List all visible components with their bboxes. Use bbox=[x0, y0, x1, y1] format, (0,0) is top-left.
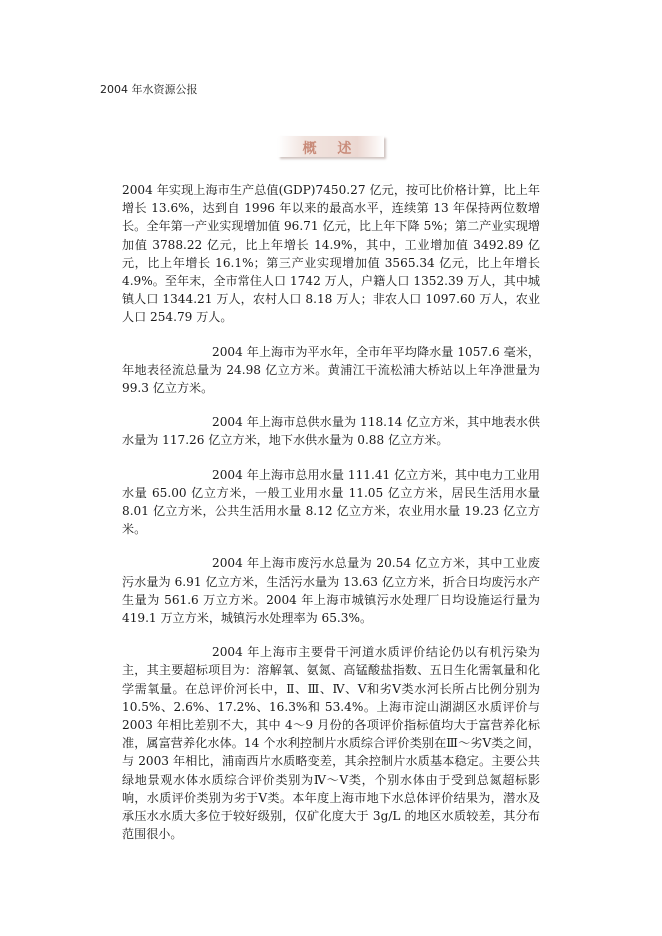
section-title-banner bbox=[278, 136, 384, 157]
paragraph-precipitation: 2004 年上海市为平水年，全市年平均降水量 1057.6 毫米，年地表径流总量为 24.98 亿立方米。黄浦江干流松浦大桥站以上年净泄量为 99.3 亿立方米。 bbox=[122, 344, 540, 396]
paragraph-water-quality: 2004 年上海市主要骨干河道水质评价结论仍以有机污染为主，其主要超标项目为：溶解氧、氨氮、高锰酸盐指数、五日生化需氧量和化学需氧量。在总评价河长中，Ⅱ、Ⅲ、Ⅳ、Ⅴ和劣Ⅴ类水河长所占比例分别为 10.5%、2.6%、17.2%、16.3%和 53.4%。上海市淀山湖湖区水质评价与 2003 年相比差别不大，其中 4～9 月份的各项评价指标值均大于富营养化标准，属富营养化水体。14 个水利控制片水质综合评价类别在Ⅲ～劣Ⅴ类之间，与 2003 年相比，浦南西片水质略变差，其余控制片水质基本稳定。主要公共绿地景观水体水质综合评价类别为Ⅳ～Ⅴ类，个别水体由于受到总氮超标影响，水质评价类别为劣于Ⅴ类。本年度上海市地下水总体评价结果为，潜水及承压水水质大多位于较好级别，仅矿化度大于 3g/L 的地区水质较差，其分布范围很小。 bbox=[122, 645, 540, 842]
document-header: 2004 年水资源公报 bbox=[100, 83, 198, 96]
paragraph-wastewater: 2004 年上海市废污水总量为 20.54 亿立方米，其中工业废污水量为 6.91 亿立方米，生活污水量为 13.63 亿立方米，折合日均废污水产生量为 561.6 万立方米。2004 年上海市城镇污水处理厂日均设施运行量为 419.1 万立方米，城镇污水处理率为 65.3%。 bbox=[122, 556, 540, 626]
paragraph-economy: 2004 年实现上海市生产总值(GDP)7450.27 亿元，按可比价格计算，比上年增长 13.6%，达到自 1996 年以来的最高水平，连续第 13 年保持两位数增长。全年第一产业实现增加值 96.71 亿元，比上年下降 5%；第二产业实现增加值 3788.22 亿元，比上年增长 14.9%，其中，工业增加值 3492.89 亿元，比上年增长 16.1%；第三产业实现增加值 3565.34 亿元，比上年增长 4.9%。至年末，全市常住人口 1742 万人，户籍人口 1352.39 万人，其中城镇人口 1344.21 万人，农村人口 8.18 万人；非农人口 1097.60 万人，农业人口 254.79 万人。 bbox=[122, 183, 540, 325]
section-title: 概 述 bbox=[302, 141, 360, 157]
document-body bbox=[122, 181, 540, 860]
paragraph-water-supply: 2004 年上海市总供水量为 118.14 亿立方米，其中地表水供水量为 117.26 亿立方米，地下水供水量为 0.88 亿立方米。 bbox=[122, 415, 540, 448]
paragraph-water-use: 2004 年上海市总用水量 111.41 亿立方米，其中电力工业用水量 65.00 亿立方米，一般工业用水量 11.05 亿立方米，居民生活用水量 8.01 亿立方米，公共生活用水量 8.12 亿立方米，农业用水量 19.23 亿立方米。 bbox=[122, 467, 540, 537]
